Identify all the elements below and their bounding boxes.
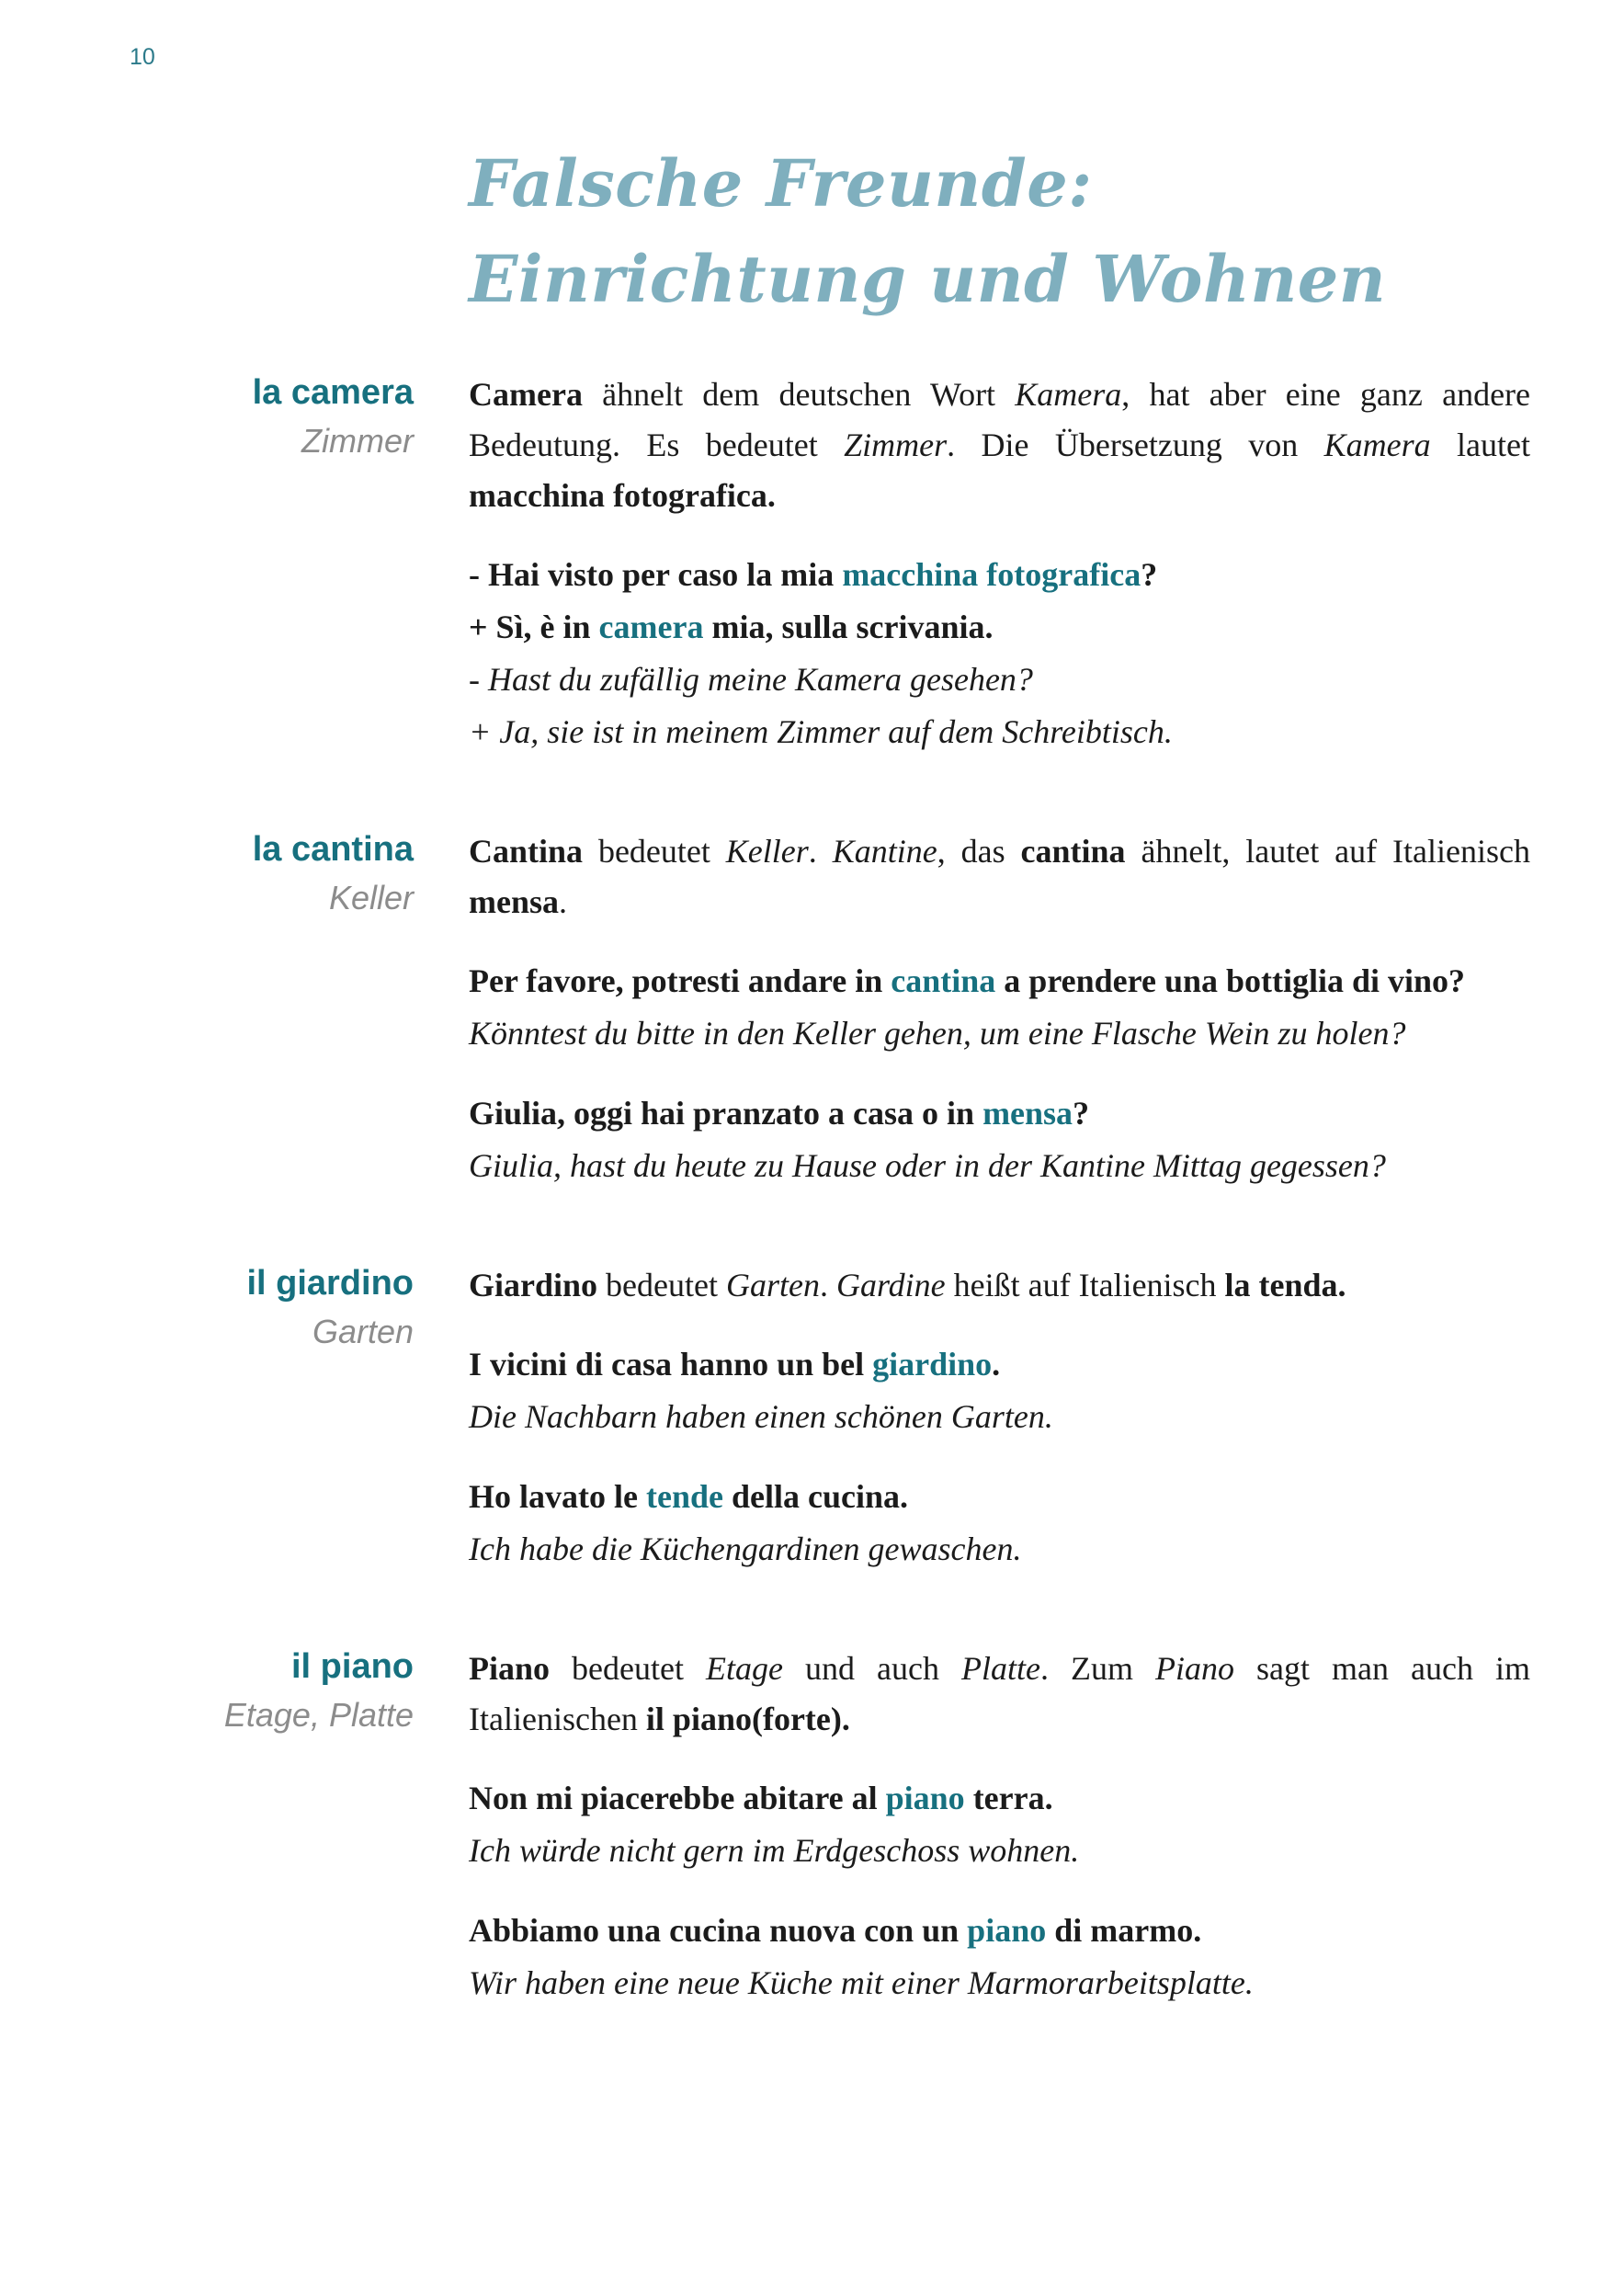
example-group — [469, 955, 1530, 1060]
text-segment: I vicini di casa hanno un bel — [469, 1346, 873, 1383]
text-segment: Wir haben eine neue Küche mit einer Marmorarbeitsplatte. — [469, 1964, 1254, 2001]
text-segment: mensa — [982, 1095, 1073, 1132]
text-segment: piano — [885, 1780, 965, 1816]
example-line — [469, 1391, 1530, 1443]
text-segment: , das — [937, 833, 1021, 870]
text-segment: . Die Übersetzung von — [947, 427, 1324, 463]
text-segment: ? — [1073, 1095, 1090, 1132]
text-segment: piano — [967, 1912, 1047, 1949]
text-segment: macchina fotografica — [469, 477, 767, 514]
explanation-paragraph — [469, 826, 1530, 927]
text-segment: heißt auf Italienisch — [945, 1267, 1225, 1303]
example-line — [469, 601, 1530, 654]
example-line — [469, 1140, 1530, 1192]
entry-la-cantina — [147, 826, 1530, 1192]
text-segment: Platte — [960, 1650, 1040, 1687]
text-segment: , hat aber eine ganz andere Bedeutung. Es bedeutet — [469, 376, 1531, 463]
entry-il-giardino — [147, 1260, 1530, 1576]
text-segment: Ho lavato le — [469, 1478, 646, 1515]
example-line — [469, 1471, 1530, 1523]
headword: il piano — [291, 1647, 414, 1686]
text-segment: Ich würde nicht gern im Erdgeschoss wohnen. — [469, 1832, 1080, 1869]
text-segment: . — [992, 1346, 1001, 1383]
example-line — [469, 955, 1530, 1007]
example-line — [469, 1905, 1530, 1957]
explanation-paragraph — [469, 1260, 1530, 1311]
headword-translation: Etage, Platte — [223, 1696, 414, 1734]
example-line — [469, 1957, 1530, 2009]
chapter-title-line-2: Einrichtung und Wohnen — [469, 241, 1387, 317]
headword: la camera — [252, 373, 414, 412]
example-group — [469, 1471, 1530, 1576]
text-segment: Per favore, potresti andare in — [469, 962, 891, 999]
text-segment: Gardine — [835, 1267, 946, 1303]
example-group — [469, 1338, 1530, 1443]
text-segment: Giulia, oggi hai pranzato a casa o in — [469, 1095, 983, 1132]
example-line — [469, 1825, 1530, 1877]
entry-body — [469, 1260, 1530, 1576]
text-segment: und auch — [782, 1650, 961, 1687]
text-segment: della cucina. — [722, 1478, 908, 1515]
text-segment: Piano — [1154, 1650, 1234, 1687]
text-segment: Etage — [705, 1650, 783, 1687]
text-segment: + Sì, è in — [469, 609, 599, 645]
text-segment: giardino — [872, 1346, 993, 1383]
text-segment: . — [559, 883, 567, 920]
example-line — [469, 706, 1530, 758]
headword-column — [147, 370, 414, 758]
text-segment: sagt man auch im Italienischen — [469, 1650, 1530, 1737]
example-line — [469, 1007, 1530, 1060]
text-segment: ähnelt, lautet auf Italienisch — [1125, 833, 1530, 870]
text-segment: Könntest du bitte in den Keller gehen, um eine Flasche Wein zu holen? — [469, 1015, 1406, 1052]
text-segment: . — [841, 1701, 850, 1737]
text-segment: + Ja, sie ist in meinem Zimmer auf dem Schreibtisch. — [469, 713, 1173, 750]
text-segment: lautet — [1430, 427, 1530, 463]
text-segment: Keller — [725, 833, 809, 870]
text-segment: - Hast du zufällig meine Kamera gesehen? — [469, 661, 1033, 698]
example-line — [469, 1523, 1530, 1576]
text-segment: Abbiamo una cucina nuova con un — [469, 1912, 968, 1949]
entry-body — [469, 370, 1530, 758]
example-group — [469, 549, 1530, 758]
text-segment: ? — [1141, 556, 1158, 593]
text-segment: tende — [645, 1478, 723, 1515]
entry-body — [469, 1644, 1530, 2009]
page-content — [147, 136, 1530, 2009]
text-segment: Die Nachbarn haben einen schönen Garten. — [469, 1398, 1053, 1435]
text-segment: . — [808, 833, 833, 870]
headword: la cantina — [252, 830, 414, 869]
text-segment: Cantina — [469, 833, 584, 870]
headword-column — [147, 1260, 414, 1576]
entry-la-camera — [147, 370, 1530, 758]
entry-il-piano — [147, 1644, 1530, 2009]
headword-translation: Garten — [312, 1313, 414, 1350]
text-segment: Camera — [469, 376, 583, 413]
text-segment: . Zum — [1039, 1650, 1155, 1687]
text-segment: Garten — [725, 1267, 820, 1303]
example-line — [469, 1338, 1530, 1391]
headword-translation: Keller — [328, 879, 414, 916]
text-segment: Giulia, hast du heute zu Hause oder in der Kantine Mittag gegessen? — [469, 1147, 1386, 1184]
text-segment: bedeutet — [583, 833, 726, 870]
text-segment: Ich habe die Küchengardinen gewaschen. — [469, 1531, 1022, 1567]
text-segment: . — [767, 477, 776, 514]
headword-translation: Zimmer — [301, 422, 414, 460]
text-segment: macchina fotografica — [842, 556, 1141, 593]
text-segment: - Hai visto per caso la mia — [469, 556, 843, 593]
explanation-paragraph — [469, 1644, 1530, 1745]
text-segment: Non mi piacerebbe abitare al — [469, 1780, 886, 1816]
text-segment: di marmo. — [1046, 1912, 1202, 1949]
example-group — [469, 1905, 1530, 2009]
text-segment: a prendere una bottiglia di vino? — [995, 962, 1466, 999]
text-segment: mensa — [469, 883, 559, 920]
text-segment: . — [1337, 1267, 1346, 1303]
entry-body — [469, 826, 1530, 1192]
text-segment: cantina — [891, 962, 996, 999]
chapter-title-line-1: Falsche Freunde: — [469, 145, 1093, 222]
vocabulary-entries — [147, 370, 1530, 2009]
chapter-title — [469, 136, 1530, 327]
text-segment: Kantine — [832, 833, 937, 870]
example-line — [469, 654, 1530, 706]
text-segment: il piano(forte) — [645, 1701, 842, 1737]
example-line — [469, 549, 1530, 601]
headword-column — [147, 1644, 414, 2009]
text-segment: terra. — [964, 1780, 1053, 1816]
text-segment: Piano — [469, 1650, 551, 1687]
example-line — [469, 1087, 1530, 1140]
text-segment: la tenda — [1224, 1267, 1338, 1303]
example-line — [469, 1772, 1530, 1825]
example-group — [469, 1087, 1530, 1192]
text-segment: Kamera — [1015, 376, 1122, 413]
text-segment: bedeutet — [597, 1267, 726, 1303]
example-group — [469, 1772, 1530, 1877]
text-segment: mia, sulla scrivania. — [703, 609, 994, 645]
text-segment: bedeutet — [550, 1650, 706, 1687]
text-segment: . — [819, 1267, 836, 1303]
explanation-paragraph — [469, 370, 1530, 521]
text-segment: cantina — [1020, 833, 1126, 870]
headword-column — [147, 826, 414, 1192]
text-segment: camera — [598, 609, 704, 645]
page-number: 10 — [130, 44, 155, 70]
text-segment: Zimmer — [844, 427, 948, 463]
text-segment: Kamera — [1323, 427, 1431, 463]
text-segment: Giardino — [469, 1267, 598, 1303]
headword: il giardino — [246, 1264, 414, 1303]
text-segment: ähnelt dem deutschen Wort — [582, 376, 1016, 413]
